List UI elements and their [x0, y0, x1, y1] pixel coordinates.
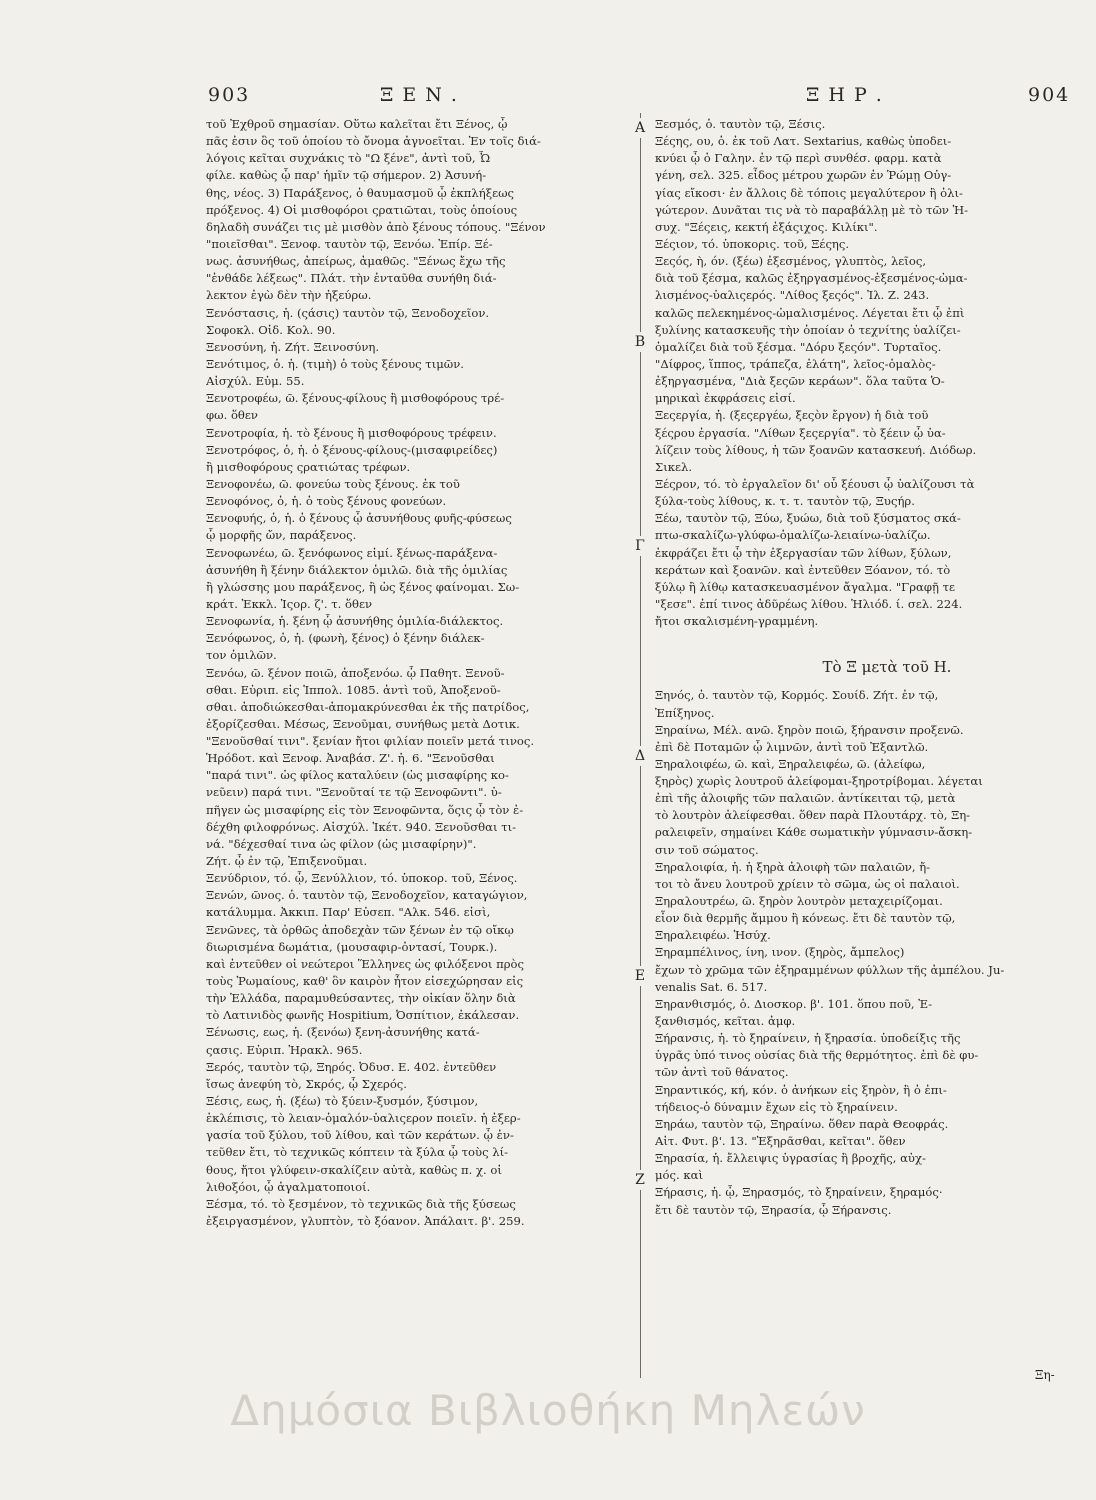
entry-line: ἐξειργασμένον, γλυπτὸν, τὸ ξόανον. Ἀπάλαιτ. β'. 259.	[206, 1214, 525, 1228]
entry-line: δηλαδὴ συνάζει τις μὲ μισθὸν ἀπὸ ξένους τόπους. "Ξένον	[206, 219, 546, 234]
entry-line: Ξηράω, ταυτὸν τῷ, Ξηραίνω. ὅθεν παρὰ Θεοφράς.	[655, 1116, 949, 1131]
entry-line: Ξενοσύνη, ἡ. Ζήτ. Ξεινοσύνη.	[206, 339, 380, 354]
entry-line: Ξενοτροφέω, ῶ. ξένους-φίλους ἢ μισθοφόρους τρέ-	[206, 391, 505, 406]
entry-line: Ξενοφυής, ὁ, ἡ. ὁ ξένους ᾧ ἀσυνήθους φυῆς-φύσεως	[206, 511, 512, 526]
entry-line: ραλειφεῖν, σημαίνει Κάθε σωματικὴν γύμνασιν-ἄσκη-	[655, 825, 973, 840]
entry-line: Ἡρόδοτ. καὶ Ξενοφ. Ἀναβάσ. Ζ'. ἡ. 6. "Ξενοῦσθαι	[206, 751, 495, 766]
margin-letter-c: Γ	[629, 536, 651, 556]
margin-letter-a: Α	[629, 118, 651, 138]
entry-line: ξύλῳ ἢ λίθῳ κατασκευασμένον ἄγαλμα. "Γραφῇ τε	[655, 579, 956, 594]
entry-line: Ξήρασις, ἡ. ᾧ, Ξηρασμός, τὸ ξηραίνειν, ξηραμός·	[655, 1185, 943, 1200]
entry-line: διὰ τοῦ ξέσμα, καλῶς ἐξηργασμένος-ἐξεσμένος-ὠμα-	[655, 271, 968, 286]
entry-line: λόγοις κεῖται συχνάκις τὸ "Ω ξένε", ἀντὶ τοῦ, Ὦ	[206, 151, 491, 166]
entry-line: μός. καὶ	[655, 1168, 703, 1183]
entry-line: τὴν Ἑλλάδα, παραμυθεύσαντες, τὴν οἰκίαν ὅλην διὰ	[206, 991, 516, 1006]
entry-line: μηρικαὶ ἐκφράσεις εἰσί.	[655, 391, 796, 406]
entry-line: "Ξενοῦσθαί τινι". ξενίαν ἤτοι φιλίαν ποιεῖν μετά τινος.	[206, 734, 535, 749]
entry-line: Ξεςεργία, ἡ. (ξεςεργέω, ξεςὸν ἔργον) ἡ διὰ τοῦ	[655, 408, 929, 423]
entry-line: γίας εἴκοσι· ἐν ἄλλοις δὲ τόποις μεγαλύτερον ἢ ὀλι-	[655, 185, 963, 200]
entry-line: Ξηραλοιφία, ἡ. ἡ ξηρὰ ἀλοιφὴ τῶν παλαιῶν, ἤ-	[655, 859, 931, 874]
entry-line: Ξηραλοιφέω, ῶ. καὶ, Ξηραλειφέω, ῶ. (ἀλείφω,	[655, 756, 926, 771]
margin-letter-e: Ε	[629, 966, 651, 986]
entry-line: Ξενοφωνέω, ῶ. ξενόφωνος εἰμί. ξένως-παράξενα-	[206, 545, 498, 560]
entry-line: τεῦθεν ἔτι, τὸ τεχνικῶς κόπτειν τὰ ξύλα ᾧ τοὺς λί-	[206, 1145, 509, 1160]
entry-line: Ξέω, ταυτὸν τῷ, Ξύω, ξυώω, διὰ τοῦ ξύσματος σκά-	[655, 511, 961, 526]
right-running-title: ΞΗΡ.	[806, 84, 891, 106]
entry-line: ἢ γλώσσης μου παράξενος, ἢ ὡς ξένος φαίνομαι. Σω-	[206, 579, 520, 594]
entry-line: πᾶς ἐσιν ὃς τοῦ ὁποίου τὸ ὄνομα ἀγνοεῖται. Ἐν τοῖς διά-	[206, 134, 541, 149]
entry-line: ἀσυνήθη ἢ ξένην διάλεκτον ὁμιλῶ. διὰ τῆς ὁμιλίας	[206, 562, 508, 577]
entry-line: κνύει ᾧ ὁ Γαλην. ἐν τῷ περὶ συνθέσ. φαρμ. κατὰ	[655, 151, 942, 166]
entry-line: καλῶς πελεκημένος-ὠμαλισμένος. Λέγεται ἔτι ᾧ ἐπὶ	[655, 305, 965, 320]
entry-line: Ξενύδριον, τό. ᾧ, Ξενύλλιον, τό. ὑποκορ. τοῦ, Ξένος.	[206, 871, 518, 886]
entry-line: ἐπὶ δὲ Ποταμῶν ᾧ λιμνῶν, ἀντὶ τοῦ Ἐξαντλῶ.	[655, 739, 929, 754]
entry-line: κράτ. Ἐκκλ. Ἱςορ. ζ'. τ. ὅθεν	[206, 596, 373, 611]
margin-letter-f: Ζ	[629, 1170, 651, 1190]
entry-line: λισμένος-ὑαλιςερός. "Λίθος ξεςός". Ἰλ. Ζ. 243.	[655, 288, 930, 303]
entry-line: ἐξορίζεσθαι. Μέσως, Ξενοῦμαι, συνήθως μετὰ Δοτικ.	[206, 716, 520, 731]
entry-line: φω. ὅθεν	[206, 408, 258, 423]
entry-line: τοι τὸ ἄνευ λουτροῦ χρίειν τὸ σῶμα, ὡς οἱ παλαιοὶ.	[655, 876, 960, 891]
entry-line: Ξέςιον, τό. ὑποκορις. τοῦ, Ξέςης.	[655, 236, 850, 251]
entry-line: ὑγρᾶς ὑπό τινος οὐσίας διὰ τῆς θερμότητος. ἐπὶ δὲ φυ-	[655, 1048, 979, 1063]
right-page-number: 904	[1028, 84, 1071, 106]
entry-line: Ξήρανσις, ἡ. τὸ ξηραίνειν, ἡ ξηρασία. ὑποδείξις τῆς	[655, 1031, 961, 1046]
entry-line: πτω-σκαλίζω-γλύφω-ὁμαλίζω-λειαίνω-ὑαλίζω.	[655, 528, 931, 543]
left-running-title: ΞΕΝ.	[380, 84, 466, 106]
margin-letter-d: Δ	[629, 746, 651, 766]
entry-line: Ξενόστασις, ἡ. (ςάσις) ταυτὸν τῷ, Ξενοδοχεῖον.	[206, 305, 490, 320]
entry-line: καὶ ἐντεῦθεν οἱ νεώτεροι Ἕλληνες ὡς φιλόξενοι πρὸς	[206, 956, 524, 971]
entry-line: θους, ἤτοι γλύφειν-σκαλίζειν αὐτὰ, καθὼς π. χ. οἱ	[206, 1162, 502, 1177]
entry-line: venalis Sat. 6. 517.	[655, 979, 768, 994]
entry-line: τῶν ἀντὶ τοῦ θάνατος.	[655, 1065, 789, 1080]
entry-line: Σικελ.	[655, 459, 693, 474]
entry-line: ἔτι δὲ ταυτὸν τῷ, Ξηρασία, ᾧ Ξήρανσις.	[655, 1202, 892, 1217]
entry-line: λιθοξόοι, ᾧ ἀγαλματοποιοί.	[206, 1179, 371, 1194]
entry-line: Ξηραντικός, κή, κόν. ὁ ἀνήκων εἰς ξηρὸν, ἢ ὁ ἐπι-	[655, 1082, 947, 1097]
entry-line: πῆγεν ὡς μισαφίρης εἰς τὸν Ξενοφῶντα, ὅςις ᾧ τὸν ἐ-	[206, 802, 524, 817]
entry-line: Ξενοτροφία, ἡ. τὸ ξένους ἢ μισθοφόρους τρέφειν.	[206, 425, 497, 440]
entry-line: Ξενῶνες, τὰ ὀρθῶς ἀποδεχὰν τῶν ξένων ἐν τῷ οἴκῳ	[206, 922, 514, 937]
entry-line: λίζειν τοὺς λίθους, ἡ τῶν ξοανῶν κατασκευή. Διόδωρ.	[655, 442, 977, 457]
entry-line: "ἐνθάδε λέξεως". Πλάτ. τὴν ἐνταῦθα συνήθη διά-	[206, 271, 497, 286]
library-watermark: Δημόσια Βιβλιοθήκη Μηλεών	[230, 1386, 866, 1435]
entry-line: ξηρὸς) χωρὶς λουτροῦ ἀλείφομαι-ξηροτρίβομαι. λέγεται	[655, 774, 983, 789]
entry-line: ξέςρου ἐργασία. "Λίθων ξεςεργία". τὸ ξέειν ᾧ ὑα-	[655, 425, 946, 440]
entry-line: Ξέσις, εως, ἡ. (ξέω) τὸ ξύειν-ξυσμόν, ξύσιμον,	[206, 1094, 479, 1109]
entry-line: ἐπὶ τῆς ἀλοιφῆς τῶν παλαιῶν. ἀντίκειται τῷ, μετὰ	[655, 791, 956, 806]
entry-line: ἢ μισθοφόρους ςρατιώτας τρέφων.	[206, 459, 411, 474]
entry-line: σθαι. ἀποδιώκεσθαι-ἀπομακρύνεσθαι ἐκ τῆς πατρίδος,	[206, 699, 530, 714]
left-column	[206, 116, 626, 1230]
entry-line: τον ὁμιλῶν.	[206, 648, 277, 663]
entry-line: Ξερός, ταυτὸν τῷ, Ξηρός. Ὀδυσ. Ε. 402. ἐντεῦθεν	[206, 1059, 497, 1074]
entry-line: ἐξηργασμένα, "Διὰ ξεςῶν κεράων". ὅλα ταῦτα Ὁ-	[655, 374, 945, 389]
section-heading: Τὸ Ξ μετὰ τοῦ Η.	[822, 658, 952, 677]
entry-line: ςασις. Εὐριπ. Ἡρακλ. 965.	[206, 1042, 363, 1057]
entry-line: πρόξενος. 4) Οἱ μισθοφόροι ςρατιῶται, τοὺς ὁποίους	[206, 202, 518, 217]
right-column	[655, 116, 1059, 1219]
entry-line: Ξηραλουτρέω, ῶ. ξηρὸν λουτρὸν μεταχειρίζομαι.	[655, 894, 943, 909]
right-column-entries-xi-eta	[655, 687, 1059, 1218]
entry-line: Ξενοφόνος, ὁ, ἡ. ὁ τοὺς ξένους φονεύων.	[206, 494, 447, 509]
entry-line: Ξηραίνω, Μέλ. ανῶ. ξηρὸν ποιῶ, ξήρανσιν προξενῶ.	[655, 722, 964, 737]
entry-line: τὸ Λατινιδὸς φωνῆς Hospitium, Ὀσπίτιον, ἐκάλεσαν.	[206, 1008, 520, 1023]
entry-line: ὁμαλίζει διὰ τοῦ ξέσμα. "Δόρυ ξεςόν". Τυρταῖος.	[655, 339, 942, 354]
entry-line: Ξενόφωνος, ὁ, ἡ. (φωνὴ, ξένος) ὁ ξένην διάλεκ-	[206, 631, 485, 646]
entry-line: ξυλίνης κατασκευῆς τὴν ὁποίαν ὁ τεχνίτης ὑαλίζει-	[655, 322, 961, 337]
entry-line: τοὺς Ῥωμαίους, καθ' ὃν καιρὸν ἦτον εἰσεχώρησαν εἰς	[206, 974, 524, 989]
margin-letter-b: Β	[629, 332, 651, 352]
entry-line: "παρά τινι". ὡς φίλος καταλύειν (ὡς μισαφίρης κο-	[206, 768, 509, 783]
catchword: Ξη-	[1035, 1368, 1055, 1382]
entry-line: τὸ λουτρὸν ἀλείφεσθαι. ὅθεν παρὰ Πλουτάρχ. τὸ, Ξη-	[655, 808, 971, 823]
entry-line: ἐκλέπισις, τὸ λειαν-ὁμαλόν-ὑαλιςερον ποιεῖν. ἡ ἐξερ-	[206, 1111, 521, 1126]
entry-line: Ξεσμός, ὁ. ταυτὸν τῷ, Ξέσις.	[655, 117, 826, 131]
entry-line: γένη, σελ. 325. εἶδος μέτρου χωρῶν ἐν Ῥώμῃ Οὐγ-	[655, 168, 952, 183]
entry-line: Ξενοτρόφος, ὁ, ἡ. ὁ ξένους-φίλους-(μισαφιρείδες)	[206, 442, 498, 457]
entry-line: ξύλα-τοὺς λίθους, κ. τ. τ. ταυτὸν τῷ, Ξυςήρ.	[655, 494, 915, 509]
entry-line: τοῦ Ἐχθροῦ σημασίαν. Οὕτω καλεῖται ἔτι Ξένος, ᾧ	[206, 117, 508, 131]
entry-line: Ξενοφωνία, ἡ. ξένη ᾧ ἀσυνήθης ὁμιλία-διάλεκτος.	[206, 614, 504, 629]
entry-line: Ξενόω, ῶ. ξένον ποιῶ, ἀποξενόω. ᾧ Παθητ. Ξενοῦ-	[206, 665, 505, 680]
entry-line: ᾧ μορφῆς ὤν, παράξενος.	[206, 528, 357, 543]
entry-line: φίλε. καθὼς ᾧ παρ' ἡμῖν τῷ σήμερον. 2) Ἀσυνή-	[206, 168, 487, 183]
entry-line: Ξηραλειφέω. Ἡσύχ.	[655, 928, 771, 943]
entry-line: νως. ἀσυνήθως, ἀπείρως, ἀμαθῶς. "Ξένως ἔχω τῆς	[206, 254, 506, 269]
entry-line: Ξενοφονέω, ῶ. φονεύω τοὺς ξένους. ἐκ τοῦ	[206, 476, 460, 491]
entry-line: σιν τοῦ σώματος.	[655, 842, 759, 857]
entry-line: "ξεσε". ἐπί τινος ἀδῦρέως λίθου. Ἡλιόδ. ί. σελ. 224.	[655, 596, 963, 611]
entry-line: δέχθη φιλοφρόνως. Αἰσχύλ. Ἱκέτ. 940. Ξενοῦσθαι τι-	[206, 819, 517, 834]
entry-line: Ξηραμπέλινος, ίνη, ινον. (ξηρὸς, ἄμπελος)	[655, 945, 905, 960]
entry-line: Αἰτ. Φυτ. β'. 13. "Ἐξηρᾶσθαι, κεῖται". ὅθεν	[655, 1134, 906, 1149]
entry-line: Σοφοκλ. Οἰδ. Κολ. 90.	[206, 322, 336, 337]
entry-line: ξανθισμός, κεῖται. ἀμφ.	[655, 1014, 796, 1029]
entry-line: "ποιεῖσθαι". Ξενοφ. ταυτὸν τῷ, Ξενόω. Ἐπίρ. Ξέ-	[206, 236, 493, 251]
entry-line: λεκτον ἐγὼ δὲν τὴν ἠξεύρω.	[206, 288, 372, 303]
entry-line: γασία τοῦ ξύλου, τοῦ λίθου, καὶ τῶν κεράτων. ᾧ ἐν-	[206, 1128, 514, 1143]
entry-line: νεῦειν) παρά τινι. "Ξενοῦταί τε τῷ Ξενοφῶντι". ὑ-	[206, 785, 502, 800]
entry-line: Ξένωσις, εως, ἡ. (ξενόω) ξενη-ἀσυνήθης κατά-	[206, 1025, 480, 1040]
right-column-entries	[655, 116, 1059, 630]
entry-line: Ξηρανθισμός, ὁ. Διοσκορ. β'. 101. ὅπου ποῦ, Ἐ-	[655, 996, 933, 1011]
entry-line: νά. "δέχεσθαί τινα ὡς φίλον (ὡς μισαφίρην)".	[206, 836, 477, 851]
entry-line: Ξέςρον, τό. τὸ ἐργαλεῖον δι' οὗ ξέουσι ᾧ ὑαλίζουσι τὰ	[655, 476, 975, 491]
entry-line: διωρισμένα δωμάτια, (μουσαφιρ-ὀντασί, Τουρκ.).	[206, 939, 498, 954]
entry-line: Ξεςός, ὴ, όν. (ξέω) ἐξεσμένος, γλυπτὸς, λεῖος,	[655, 254, 927, 269]
entry-line: Ξηρασία, ἡ. ἔλλειψις ὑγρασίας ἢ βροχῆς, αὐχ-	[655, 1151, 926, 1166]
section-spacer	[655, 630, 1059, 647]
left-page-number: 903	[208, 84, 251, 106]
entry-line: ἐκφράζει ἔτι ᾧ τὴν ἐξεργασίαν τῶν λίθων, ξύλων,	[655, 545, 952, 560]
entry-line: κεράτων καὶ ξοανῶν. καὶ ἐντεῦθεν Ξόανον, τό. τὸ	[655, 562, 951, 577]
entry-line: κατάλυμμα. Ἀκκιπ. Παρ' Εὐσεπ. "Αλκ. 546. εἰσὶ,	[206, 905, 491, 920]
entry-line: Ἐπίξηνος.	[655, 705, 715, 720]
entry-line: Ζήτ. ᾧ ἐν τῷ, Ἐπιξενοῦμαι.	[206, 854, 368, 869]
entry-line: ἔχων τὸ χρῶμα τῶν ἐξηραμμένων φύλλων τῆς ἀμπέλου. Ju-	[655, 962, 1005, 977]
entry-line: σθαι. Εὐριπ. εἰς Ἱππολ. 1085. ἀντὶ τοῦ, Ἀποξενοῦ-	[206, 682, 501, 697]
entry-line: Αἰσχύλ. Εὐμ. 55.	[206, 374, 305, 389]
entry-line: "Δίφρος, ἵππος, τράπεζα, ἐλάτη", λεῖος-ὁμαλὸς-	[655, 356, 936, 371]
entry-line: Ξέσμα, τό. τὸ ξεσμένον, τὸ τεχνικῶς διὰ τῆς ξύσεως	[206, 1196, 516, 1211]
entry-line: ἤτοι σκαλισμένη-γραμμένη.	[655, 614, 819, 629]
entry-line: συχ. "Ξέςεις, κεκτή ἐξάςιχος. Κιλίκι".	[655, 219, 878, 234]
entry-line: ἴσως ἀνεφύη τὸ, Σκρός, ᾧ Σχερός.	[206, 1076, 407, 1091]
entry-line: γώτερον. Δυνᾶται τις νὰ τὸ παραβάλλῃ μὲ τὸ τῶν Ἡ-	[655, 202, 969, 217]
entry-line: εἶον διὰ θερμῆς ἄμμου ἢ κόνεως. ἔτι δὲ ταυτὸν τῷ,	[655, 911, 956, 926]
entry-line: Ξενών, ῶνος. ὁ. ταυτὸν τῷ, Ξενοδοχεῖον, καταγώγιον,	[206, 888, 528, 903]
entry-line: Ξηνός, ὁ. ταυτὸν τῷ, Κορμός. Σουίδ. Ζήτ. ἐν τῷ,	[655, 688, 939, 703]
entry-line: Ξέςης, ου, ὁ. ἐκ τοῦ Λατ. Sextarius, καθὼς ὑποδει-	[655, 134, 952, 149]
entry-line: τήδειος-ὁ δύναμιν ἔχων εἰς τὸ ξηραίνειν.	[655, 1099, 898, 1114]
entry-line: θης, νέος. 3) Παράξενος, ὁ θαυμασμοῦ ᾧ ἐκπλήξεως	[206, 185, 515, 200]
entry-line: Ξενότιμος, ὁ. ἡ. (τιμὴ) ὁ τοὺς ξένους τιμῶν.	[206, 356, 464, 371]
